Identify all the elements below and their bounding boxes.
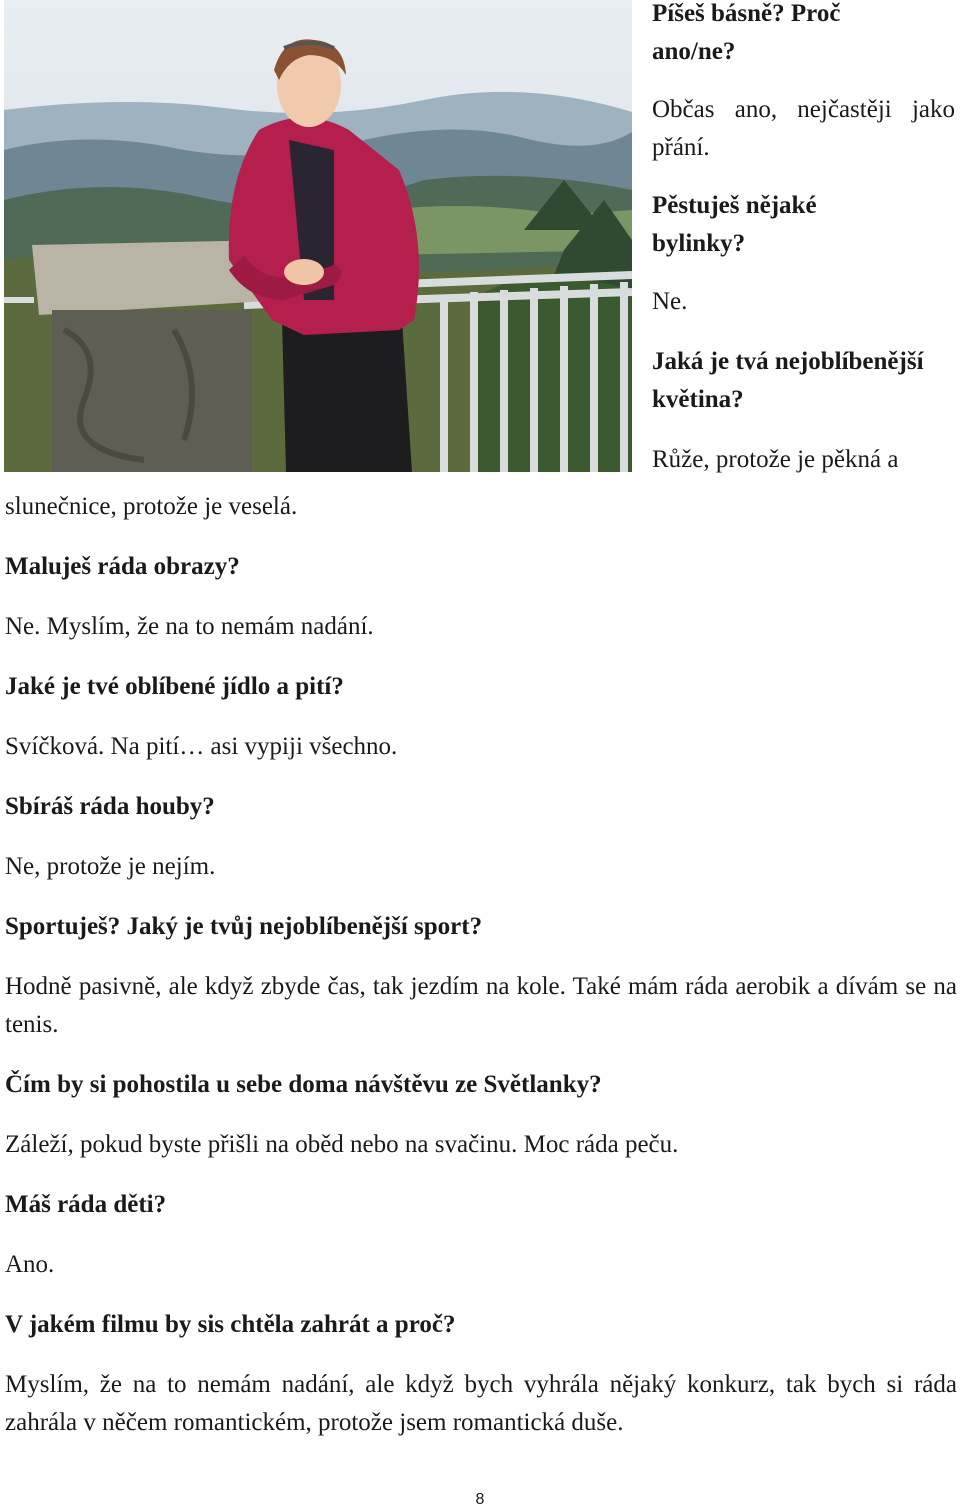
answer-mushrooms: Ne, protože je nejím. xyxy=(5,853,216,880)
answer-sport: Hodně pasivně, ale když zbyde čas, tak jezdím na kole. Také mám ráda aerobik a dívám se na tenis. xyxy=(5,973,957,1038)
answer-children: Ano. xyxy=(5,1251,55,1278)
question-guests: Čím by si pohostila u sebe doma návštěvu ze Světlanky? xyxy=(5,1071,602,1098)
answer-flower-start: Růže, protože je pěkná a xyxy=(652,446,899,473)
question-poems: Píšeš básně? Proč ano/ne? xyxy=(652,0,841,65)
answer-herbs: Ne. xyxy=(652,288,688,315)
answer-painting: Ne. Myslím, že na to nemám nadání. xyxy=(5,613,374,640)
question-children: Máš ráda děti? xyxy=(5,1191,167,1218)
answer-film: Myslím, že na to nemám nadání, ale když bych vyhrála nějaký konkurz, tak bych si ráda zahrála v něčem romantickém, protože jsem romantická duše. xyxy=(5,1371,957,1436)
interview-photo xyxy=(4,0,632,472)
question-painting: Maluješ ráda obrazy? xyxy=(5,553,240,580)
question-sport: Sportuješ? Jaký je tvůj nejoblíbenější sport? xyxy=(5,913,483,940)
photo-woman-mountain-view xyxy=(4,0,632,472)
page-number: 8 xyxy=(475,1491,485,1508)
answer-food: Svíčková. Na pití… asi vypiji všechno. xyxy=(5,733,398,760)
question-flower: Jaká je tvá nejoblíbenější květina? xyxy=(652,348,924,413)
question-film: V jakém filmu by sis chtěla zahrát a proč? xyxy=(5,1311,456,1338)
answer-poems: Občas ano, nejčastěji jako přání. xyxy=(652,96,955,161)
answer-guests: Záleží, pokud byste přišli na oběd nebo na svačinu. Moc ráda peču. xyxy=(5,1131,679,1158)
question-herbs: Pěstuješ nějaké bylinky? xyxy=(652,192,817,257)
question-food: Jaké je tvé oblíbené jídlo a pití? xyxy=(5,673,344,700)
answer-flower-end: slunečnice, protože je veselá. xyxy=(5,493,298,520)
right-column xyxy=(652,0,957,479)
question-mushrooms: Sbíráš ráda houby? xyxy=(5,793,215,820)
main-text xyxy=(5,488,957,1442)
